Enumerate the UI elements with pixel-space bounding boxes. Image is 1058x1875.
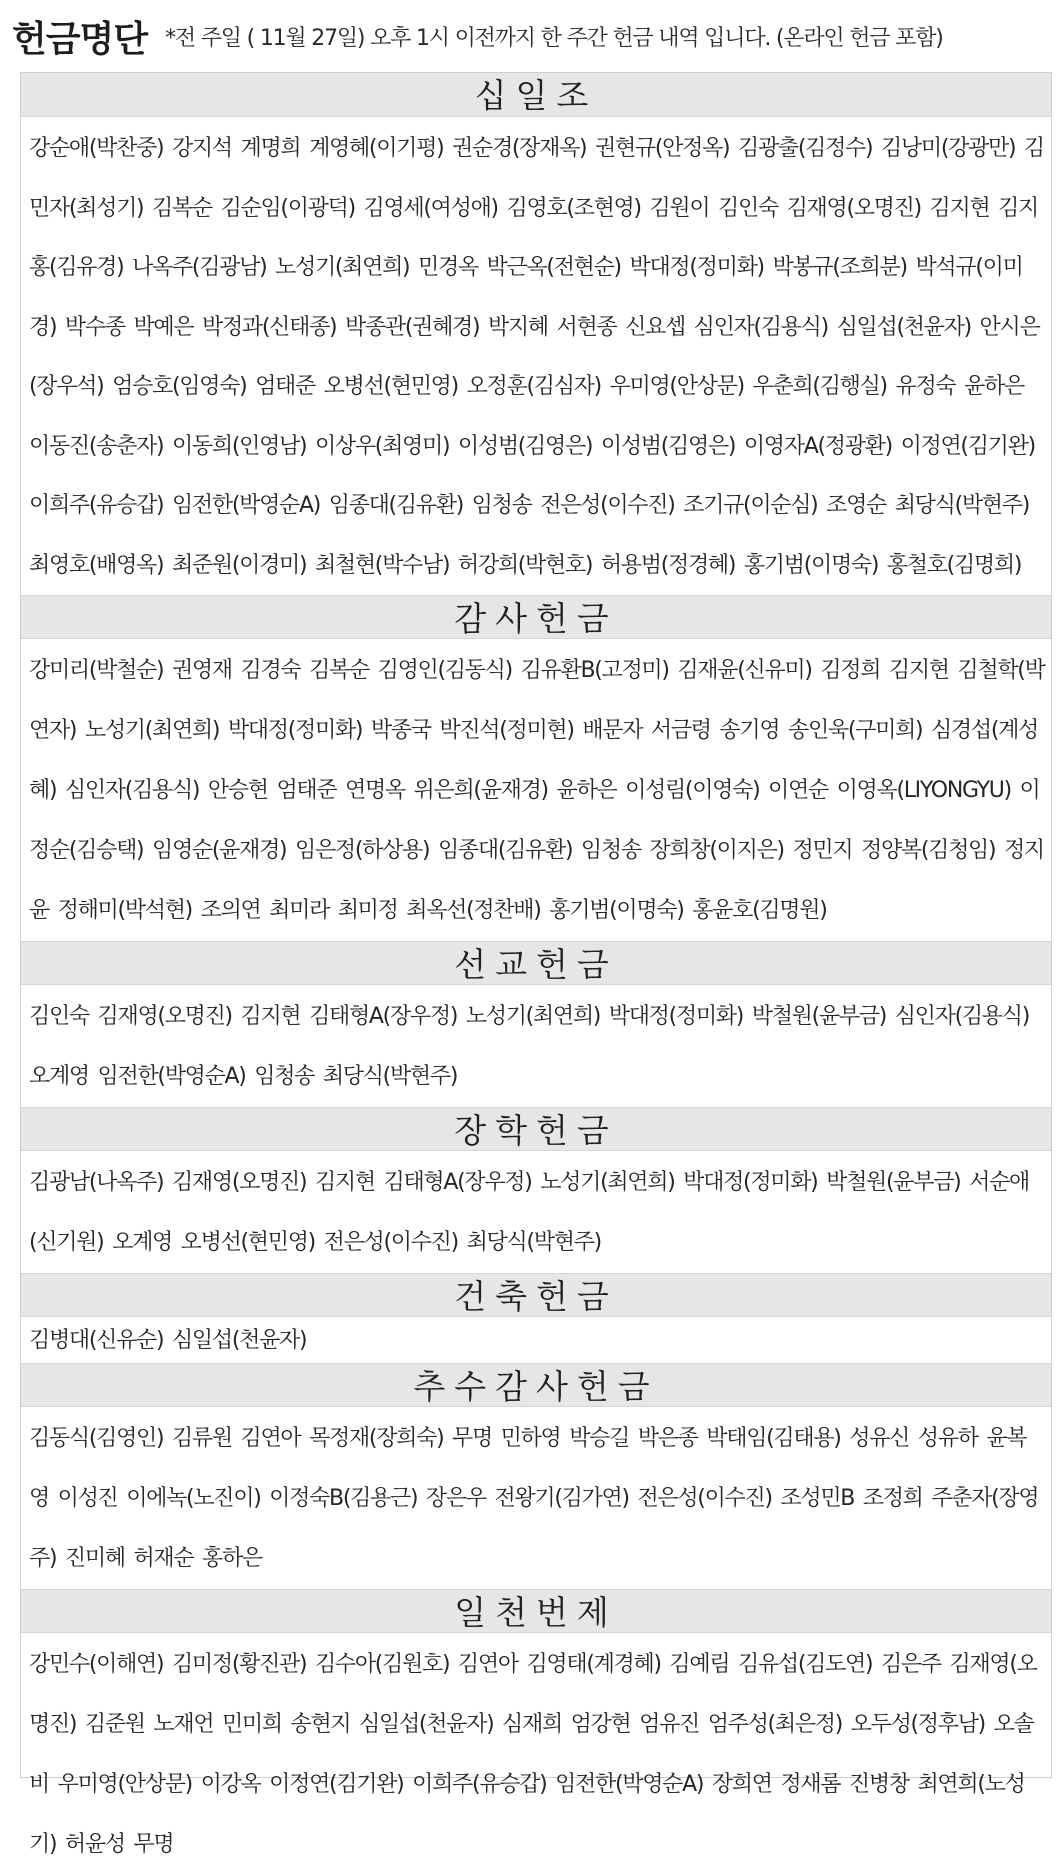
names-tithe: 강순애(박찬중) 강지석 계명희 계영혜(이기평) 권순경(장재옥) 권현규(안정옥) 김광출(김정수) 김낭미(강광만) 김민자(최성기) 김복순 김순임(이광덕) 김영세(여성애) 김영호(조현영) 김원이 김인숙 김재영(오명진) 김지현 김지홍(김유경) 나옥주(김광남) 노성기(최연희) 민경옥 박근옥(전현순) 박대정(정미화) 박봉규(조희분) 박석규(이미경) 박수종 박예은 박정과(신태종) 박종관(권혜경) 박지혜 서현종 신요셉 심인자(김용식) 심일섭(천윤자) 안시은(장우석) 엄승호(임영숙) 엄태준 오병선(현민영) 오정훈(김심자) 우미영(안상문) 우춘희(김행실) 유정숙 윤하은 이동진(송춘자) 이동희(인영남) 이상우(최영미) 이성범(김영은) 이성범(김영은) 이영자A(정광환) 이정연(김기완) 이희주(유승갑) 임전한(박영순A) 임종대(김유환) 임청송 전은성(이수진) 조기규(이순심) 조영순 최당식(박현주) 최영호(배영옥) 최준원(이경미) 최철현(박수남) 허강희(박현호) 허용범(정경혜) 홍기범(이명숙) 홍철호(김명희): [29, 136, 1044, 578]
names-harvest: 김동식(김영인) 김류원 김연아 목정재(장희숙) 무명 민하영 박승길 박은종 박태임(김태용) 성유신 성유하 윤복영 이성진 이에녹(노진이) 이정숙B(김용근) 장은우 전왕기(김가연) 전은성(이수진) 조성민B 조정희 주춘자(장영주) 진미혜 허재순 홍하은: [29, 1426, 1039, 1571]
section-heading-thanks: 감사헌금: [21, 595, 1051, 639]
section-thousand-offering: [21, 1589, 1051, 1875]
section-heading-mission: 선교헌금: [21, 941, 1051, 985]
offering-list-board: [20, 72, 1052, 1857]
section-tithe: [21, 73, 1051, 595]
section-scholarship: [21, 1107, 1051, 1273]
names-scholarship: 김광남(나옥주) 김재영(오명진) 김지현 김태형A(장우정) 노성기(최연희) 박대정(정미화) 박철원(윤부금) 서순애(신기원) 오계영 오병선(현민영) 전은성(이수진) 최당식(박현주): [29, 1170, 1029, 1255]
names-building: 김병대(신유순) 심일섭(천윤자): [29, 1328, 307, 1353]
section-thanks: [21, 595, 1051, 941]
names-mission: 김인숙 김재영(오명진) 김지현 김태형A(장우정) 노성기(최연희) 박대정(정미화) 박철원(윤부금) 심인자(김용식) 오계영 임전한(박영순A) 임청송 최당식(박현주): [29, 1004, 1029, 1089]
bulletin-header: [12, 6, 1052, 66]
section-heading-thousand-offering: 일천번제: [21, 1589, 1051, 1633]
section-harvest: [21, 1363, 1051, 1589]
names-thousand-offering: 강민수(이해연) 김미정(황진관) 김수아(김원호) 김연아 김영태(계경혜) 김예림 김유섭(김도연) 김은주 김재영(오명진) 김준원 노재언 민미희 송현지 심일섭(천윤자) 심재희 엄강현 엄유진 엄주성(최은정) 오두성(정후남) 오솔비 우미영(안상문) 이강옥 이정연(김기완) 이희주(유승갑) 임전한(박영순A) 장희연 정새롬 진병창 최연희(노성기) 허윤성 무명: [29, 1652, 1037, 1857]
section-building: [21, 1273, 1051, 1363]
header-note: *전 주일 ( 11월 27일) 오후 1시 이전까지 한 주간 헌금 내역 입니다. (온라인 헌금 포함): [165, 25, 943, 51]
section-heading-scholarship: 장학헌금: [21, 1107, 1051, 1151]
section-mission: [21, 941, 1051, 1107]
section-heading-harvest: 추수감사헌금: [21, 1363, 1051, 1407]
page-title: 헌금명단: [12, 18, 148, 60]
names-thanks: 강미리(박철순) 권영재 김경숙 김복순 김영인(김동식) 김유환B(고정미) 김재윤(신유미) 김정희 김지현 김철학(박연자) 노성기(최연희) 박대정(정미화) 박종국 박진석(정미현) 배문자 서금령 송기영 송인욱(구미희) 심경섭(계성혜) 심인자(김용식) 안승현 엄태준 연명옥 위은희(윤재경) 윤하은 이성림(이영숙) 이연순 이영옥(LIYONGYU) 이정순(김승택) 임영순(윤재경) 임은정(하상용) 임종대(김유환) 임청송 장희창(이지은) 정민지 정양복(김청임) 정지윤 정해미(박석현) 조의연 최미라 최미정 최옥선(정찬배) 홍기범(이명숙) 홍윤호(김명원): [29, 658, 1045, 923]
section-heading-building: 건축헌금: [21, 1273, 1051, 1317]
section-heading-tithe: 십일조: [21, 73, 1051, 117]
